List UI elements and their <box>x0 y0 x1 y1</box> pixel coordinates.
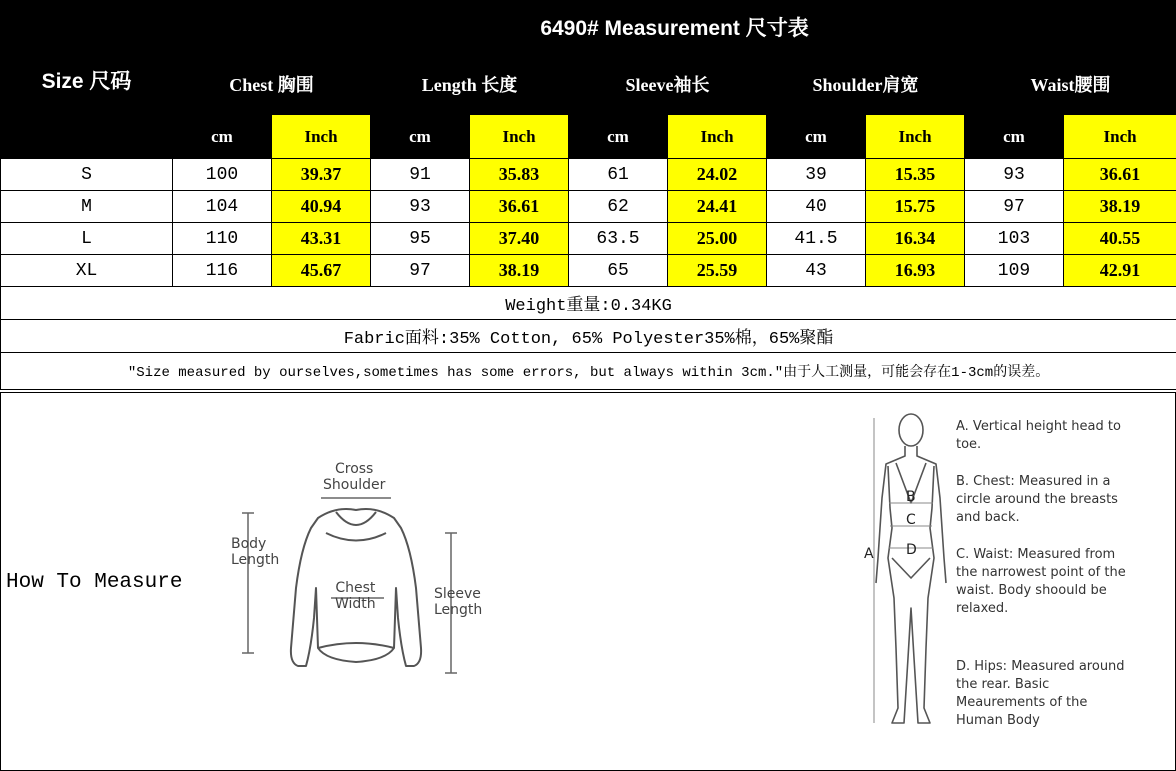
unit-cm: cm <box>767 115 866 159</box>
cm-value-cell: 93 <box>965 159 1064 191</box>
point-c-label: C <box>906 512 916 528</box>
chart-title: 6490# Measurement 尺寸表 <box>173 1 1176 54</box>
cm-value-cell: 100 <box>173 159 272 191</box>
inch-value-cell: 38.19 <box>1064 191 1176 223</box>
table-row <box>1 255 1176 287</box>
cm-value-cell: 63.5 <box>569 223 668 255</box>
cm-value-cell: 39 <box>767 159 866 191</box>
size-column-header: Size 尺码 <box>1 1 173 159</box>
group-header-sleeve: Sleeve袖长 <box>569 54 767 115</box>
size-cell: XL <box>1 255 173 287</box>
unit-cm: cm <box>371 115 470 159</box>
inch-value-cell: 42.91 <box>1064 255 1176 287</box>
measurement-note: "Size measured by ourselves,sometimes has some errors, but always within 3cm."由于人工测量，可能会存在1-3cm的误差。 <box>1 353 1176 390</box>
group-header-shoulder: Shoulder肩宽 <box>767 54 965 115</box>
weight-info: Weight重量:0.34KG <box>1 287 1176 320</box>
cm-value-cell: 62 <box>569 191 668 223</box>
inch-value-cell: 25.00 <box>668 223 767 255</box>
table-row <box>1 191 1176 223</box>
cm-value-cell: 104 <box>173 191 272 223</box>
size-cell: L <box>1 223 173 255</box>
inch-value-cell: 38.19 <box>470 255 569 287</box>
inch-value-cell: 39.37 <box>272 159 371 191</box>
unit-cm: cm <box>569 115 668 159</box>
inch-value-cell: 16.34 <box>866 223 965 255</box>
inch-value-cell: 37.40 <box>470 223 569 255</box>
sleeve-length-label: Sleeve Length <box>434 586 483 618</box>
note-chest: B. Chest: Measured in a circle around the breasts and back. <box>956 474 1118 525</box>
note-waist: C. Waist: Measured from the narrowest point of the waist. Body shoould be relaxed. <box>956 547 1126 616</box>
size-cell: S <box>1 159 173 191</box>
point-b-label: B <box>906 489 916 505</box>
body-length-label: Body Length <box>231 536 280 568</box>
inch-value-cell: 15.75 <box>866 191 965 223</box>
inch-value-cell: 16.93 <box>866 255 965 287</box>
cm-value-cell: 103 <box>965 223 1064 255</box>
point-a-label: A <box>864 546 874 562</box>
cm-value-cell: 93 <box>371 191 470 223</box>
note-vertical-height: A. Vertical height head to toe. <box>956 419 1121 452</box>
inch-value-cell: 35.83 <box>470 159 569 191</box>
cm-value-cell: 116 <box>173 255 272 287</box>
inch-value-cell: 36.61 <box>470 191 569 223</box>
cm-value-cell: 97 <box>965 191 1064 223</box>
inch-value-cell: 24.02 <box>668 159 767 191</box>
inch-value-cell: 36.61 <box>1064 159 1176 191</box>
how-to-measure-panel <box>0 392 1176 771</box>
cm-value-cell: 65 <box>569 255 668 287</box>
inch-value-cell: 40.94 <box>272 191 371 223</box>
group-header-waist: Waist腰围 <box>965 54 1176 115</box>
unit-inch: Inch <box>272 115 371 159</box>
unit-cm: cm <box>173 115 272 159</box>
chest-width-label: Chest Width <box>335 580 376 612</box>
size-cell: M <box>1 191 173 223</box>
note-hips: D. Hips: Measured around the rear. Basic Meaurements of the Human Body <box>956 659 1125 728</box>
cm-value-cell: 41.5 <box>767 223 866 255</box>
how-to-measure-label: How To Measure <box>6 571 183 594</box>
cm-value-cell: 110 <box>173 223 272 255</box>
group-header-chest: Chest 胸围 <box>173 54 371 115</box>
cm-value-cell: 61 <box>569 159 668 191</box>
unit-inch: Inch <box>470 115 569 159</box>
inch-value-cell: 43.31 <box>272 223 371 255</box>
cm-value-cell: 95 <box>371 223 470 255</box>
cm-value-cell: 109 <box>965 255 1064 287</box>
body-figure-diagram <box>856 408 956 733</box>
unit-inch: Inch <box>1064 115 1176 159</box>
fabric-info: Fabric面料:35% Cotton, 65% Polyester35%棉，65%聚酯 <box>1 320 1176 353</box>
cm-value-cell: 91 <box>371 159 470 191</box>
cross-shoulder-label: Cross Shoulder <box>323 461 386 493</box>
inch-value-cell: 40.55 <box>1064 223 1176 255</box>
table-row <box>1 223 1176 255</box>
inch-value-cell: 15.35 <box>866 159 965 191</box>
cm-value-cell: 97 <box>371 255 470 287</box>
cm-value-cell: 40 <box>767 191 866 223</box>
inch-value-cell: 24.41 <box>668 191 767 223</box>
inch-value-cell: 45.67 <box>272 255 371 287</box>
unit-cm: cm <box>965 115 1064 159</box>
group-header-length: Length 长度 <box>371 54 569 115</box>
point-d-label: D <box>906 542 917 558</box>
cm-value-cell: 43 <box>767 255 866 287</box>
unit-inch: Inch <box>668 115 767 159</box>
unit-inch: Inch <box>866 115 965 159</box>
table-row <box>1 159 1176 191</box>
inch-value-cell: 25.59 <box>668 255 767 287</box>
